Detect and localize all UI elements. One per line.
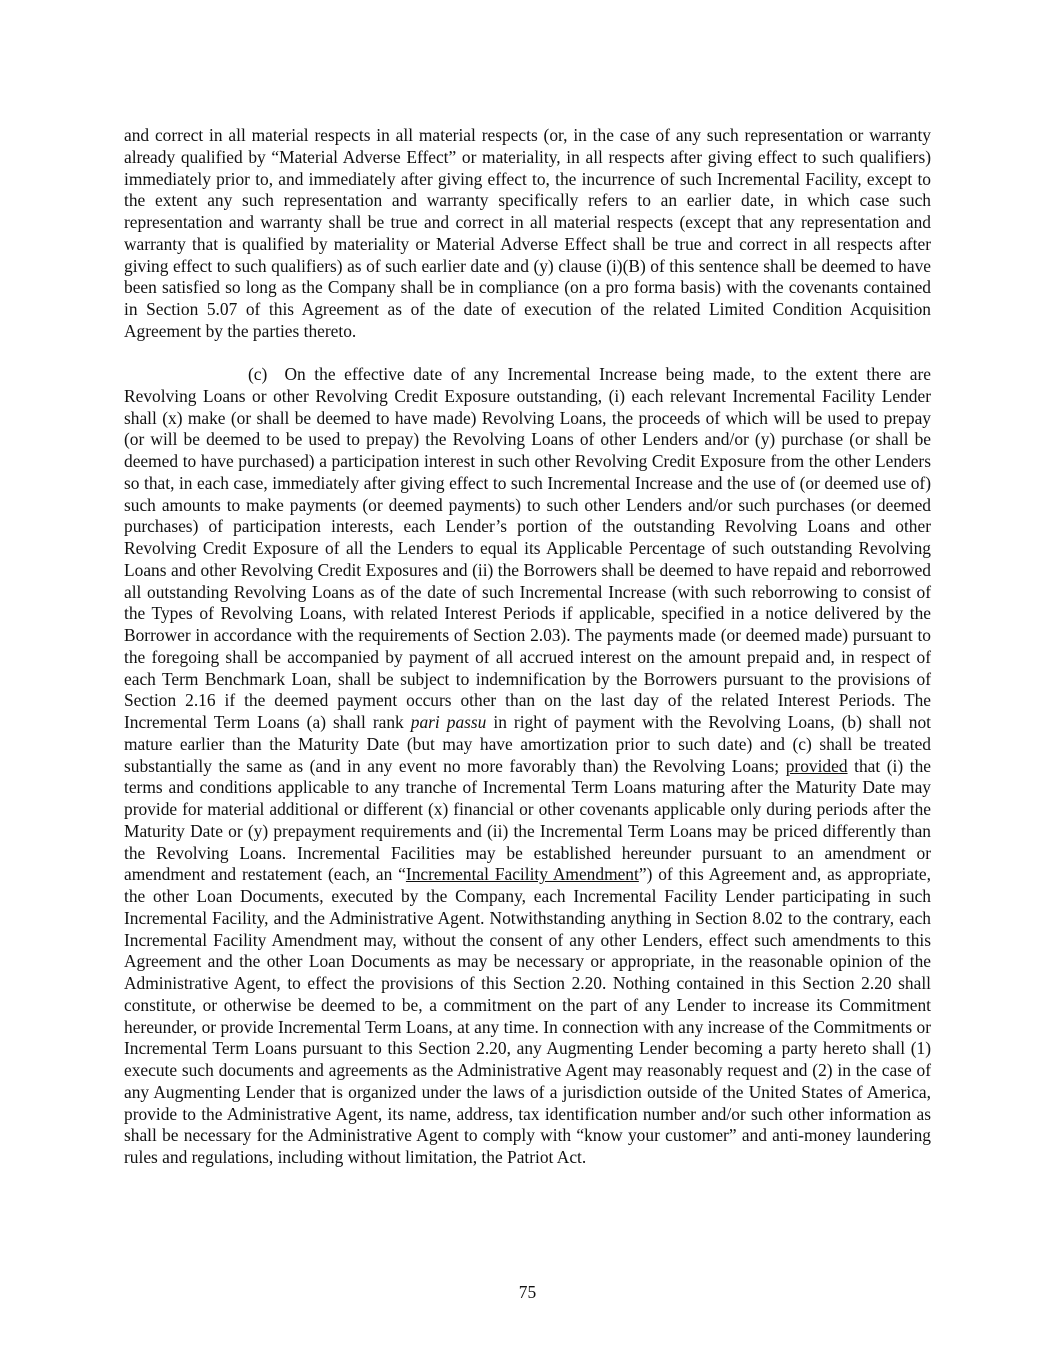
defined-term-incremental-facility-amendment: Incremental Facility Amendment	[405, 864, 639, 885]
paragraph-continuation	[124, 125, 931, 343]
paragraph-c	[124, 364, 931, 1169]
paragraph-1-text: and correct in all material respects in all material respects (or, in the case of any such representation or warranty already qualified by “Material Adverse Effect” or materiality, in all respects after giving effect to such qualifiers) immediately prior to, and immediately after giving effect to, the incurrence of such Incremental Facility, except to the extent any such representation and warranty specifically refers to an earlier date, in which case such representation and warranty shall be true and correct in all material respects (except that any representation and warranty that is qualified by materiality or Material Adverse Effect shall be true and correct in all respects after giving effect to such qualifiers) as of such earlier date and (y) clause (i)(B) of this sentence shall be deemed to have been satisfied so long as the Company shall be in compliance (on a pro forma basis) with the covenants contained in Section 5.07 of this Agreement as of the date of execution of the related Limited Condition Acquisition Agreement by the parties thereto.	[124, 125, 931, 341]
paragraph-c-text-c: that (i) the terms and conditions applicable to any tranche of Incremental Term Loans maturing after the Maturity Date may provide for material additional or different (x) financial or other covenants applicable only during periods after the Maturity Date or (y) prepayment requirements and (ii) the Incremental Term Loans may be priced differently than the Revolving Loans. Incremental Facilities may be established hereunder pursuant to an amendment or amendment and restatement (each, an “	[124, 755, 931, 885]
paragraph-label: (c)	[248, 364, 268, 384]
paragraph-c-text-d: ”) of this Agreement and, as appropriate, the other Loan Documents, executed by the Company, each Incremental Facility Lender participating in such Incremental Facility, and the Administrative Agent. Notwithstanding anything in Section 8.02 to the contrary, each Incremental Facility Amendment may, without the consent of any other Lenders, effect such amendments to this Agreement and the other Loan Documents as may be necessary or appropriate, in the reasonable opinion of the Administrative Agent, to effect the provisions of this Section 2.20. Nothing contained in this Section 2.20 shall constitute, or otherwise be deemed to be, a commitment on the part of any Lender to increase its Commitment hereunder, or provide Incremental Term Loans, at any time. In connection with any increase of the Commitments or Incremental Term Loans pursuant to this Section 2.20, any Augmenting Lender becoming a party hereto shall (1) execute such documents and agreements as the Administrative Agent may reasonably request and (2) in the case of any Augmenting Lender that is organized under the laws of a jurisdiction outside of the United States of America, provide to the Administrative Agent, its name, address, tax identification number and/or such other information as shall be necessary for the Administrative Agent to comply with “know your customer” and anti-money laundering rules and regulations, including without limitation, the Patriot Act.	[124, 864, 931, 1167]
italic-term-pari-passu: pari passu	[410, 712, 487, 732]
paragraph-c-text-b: in right of payment with the Revolving Loans, (b) shall not mature earlier than the Maturity Date (but may have amortization prior to such date) and (c) shall be treated substantially the same as (and in any event no more favorably than) the Revolving Loans;	[124, 712, 931, 776]
underlined-term-provided: provided	[785, 755, 848, 776]
paragraph-c-text-a: On the effective date of any Incremental Increase being made, to the extent there are Revolving Loans or other Revolving Credit Exposure outstanding, (i) each relevant Incremental Facility Lender shall (x) make (or shall be deemed to have made) Revolving Loans, the proceeds of which will be used to prepay (or will be deemed to be used to prepay) the Revolving Loans of other Lenders and/or (y) purchase (or shall be deemed to have purchased) a participation interest in such other Revolving Credit Exposure from the other Lenders so that, in each case, immediately after giving effect to such Incremental Increase and the use of (or deemed use of) such amounts to make payments (or deemed payments) to such other Lenders and/or such purchases (or deemed purchases) of participation interests, each Lender’s portion of the outstanding Revolving Loans and other Revolving Credit Exposure of all the Lenders to equal its Applicable Percentage of such outstanding Revolving Loans and other Revolving Credit Exposures and (ii) the Borrowers shall be deemed to have repaid and reborrowed all outstanding Revolving Loans as of the date of such Incremental Increase (with such reborrowing to consist of the Types of Revolving Loans, with related Interest Periods if applicable, specified in a notice delivered by the Borrower in accordance with the requirements of Section 2.03). The payments made (or deemed made) pursuant to the foregoing shall be accompanied by payment of all accrued interest on the amount prepaid and, in respect of each Term Benchmark Loan, shall be subject to indemnification by the Borrowers pursuant to the provisions of Section 2.16 if the deemed payment occurs other than on the last day of the related Interest Periods. The Incremental Term Loans (a) shall rank	[124, 364, 931, 732]
page-number: 75	[518, 1282, 537, 1302]
